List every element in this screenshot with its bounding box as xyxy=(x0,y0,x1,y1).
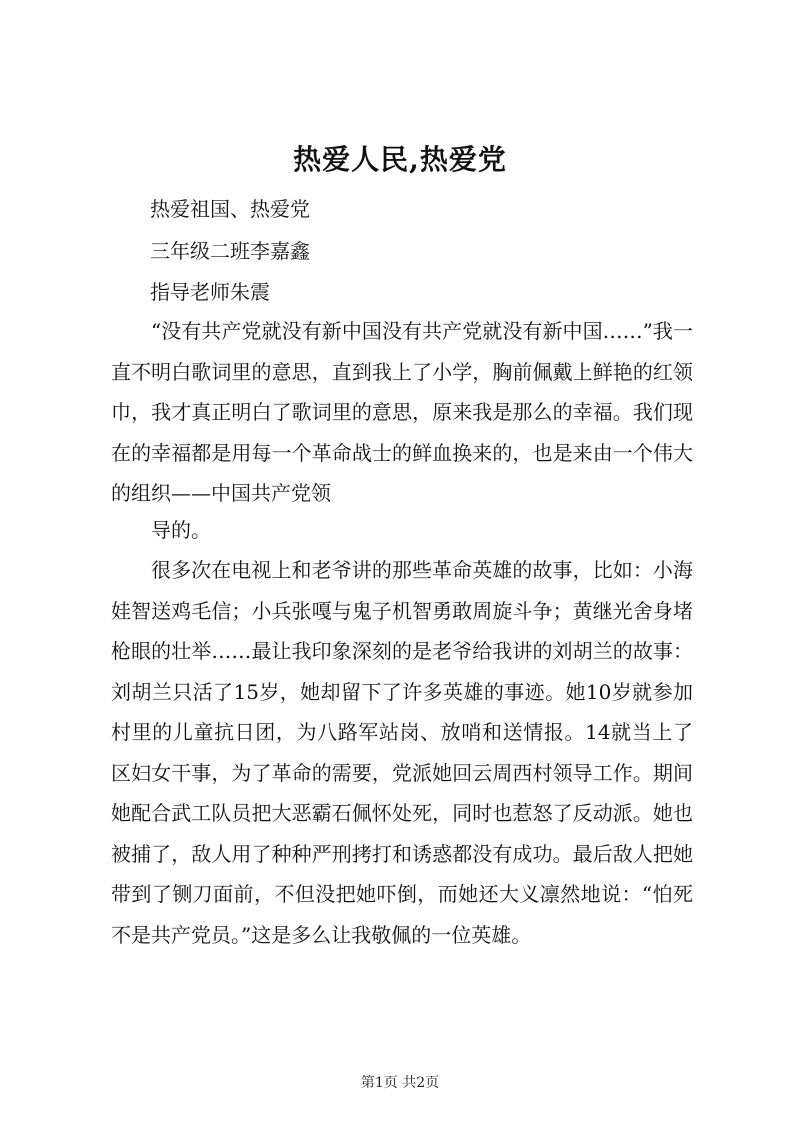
teacher-line: 指导老师朱震 xyxy=(150,280,270,304)
page-footer: 第1页 共2页 xyxy=(360,1075,440,1091)
paragraph-2: 导的。 xyxy=(151,518,211,542)
paragraph-3: 很多次在电视上和老爷讲的那些革命英雄的故事，比如：小海娃智送鸡毛信；小兵张嘎与鬼子机智勇敢周旋斗争；黄继光舍身堵枪眼的壮举……最让我印象深刻的是老爷给我讲的刘胡兰的故事：刘胡兰只活了15岁，她却留下了许多英雄的事迹。她10岁就参加村里的儿童抗日团，为八路军站岗、放哨和送情报。14就当上了区妇女干事，为了革命的需要，党派她回云周西村领导工作。期间她配合武工队员把大恶霸石佩怀处死，同时也惹怒了反动派。她也被捕了，敌人用了种种严刑拷打和诱惑都没有成功。最后敌人把她带到了铡刀面前，不但没把她吓倒，而她还大义凛然地说：“怕死不是共产党员。”这是多么让我敬佩的一位英雄。 xyxy=(111,558,693,947)
author-line: 三年级二班李嘉鑫 xyxy=(150,239,310,263)
paragraph-1: “没有共产党就没有新中国没有共产党就没有新中国……”我一直不明白歌词里的意思，直到我上了小学，胸前佩戴上鲜艳的红领巾，我才真正明白了歌词里的意思，原来我是那么的幸福。我们现在的幸福都是用每一个革命战士的鲜血换来的，也是来由一个伟大的组织——中国共产党领 xyxy=(111,319,693,505)
subtitle-line: 热爱祖国、热爱党 xyxy=(150,197,310,221)
document-title: 热爱人民,热爱党 xyxy=(293,143,507,176)
